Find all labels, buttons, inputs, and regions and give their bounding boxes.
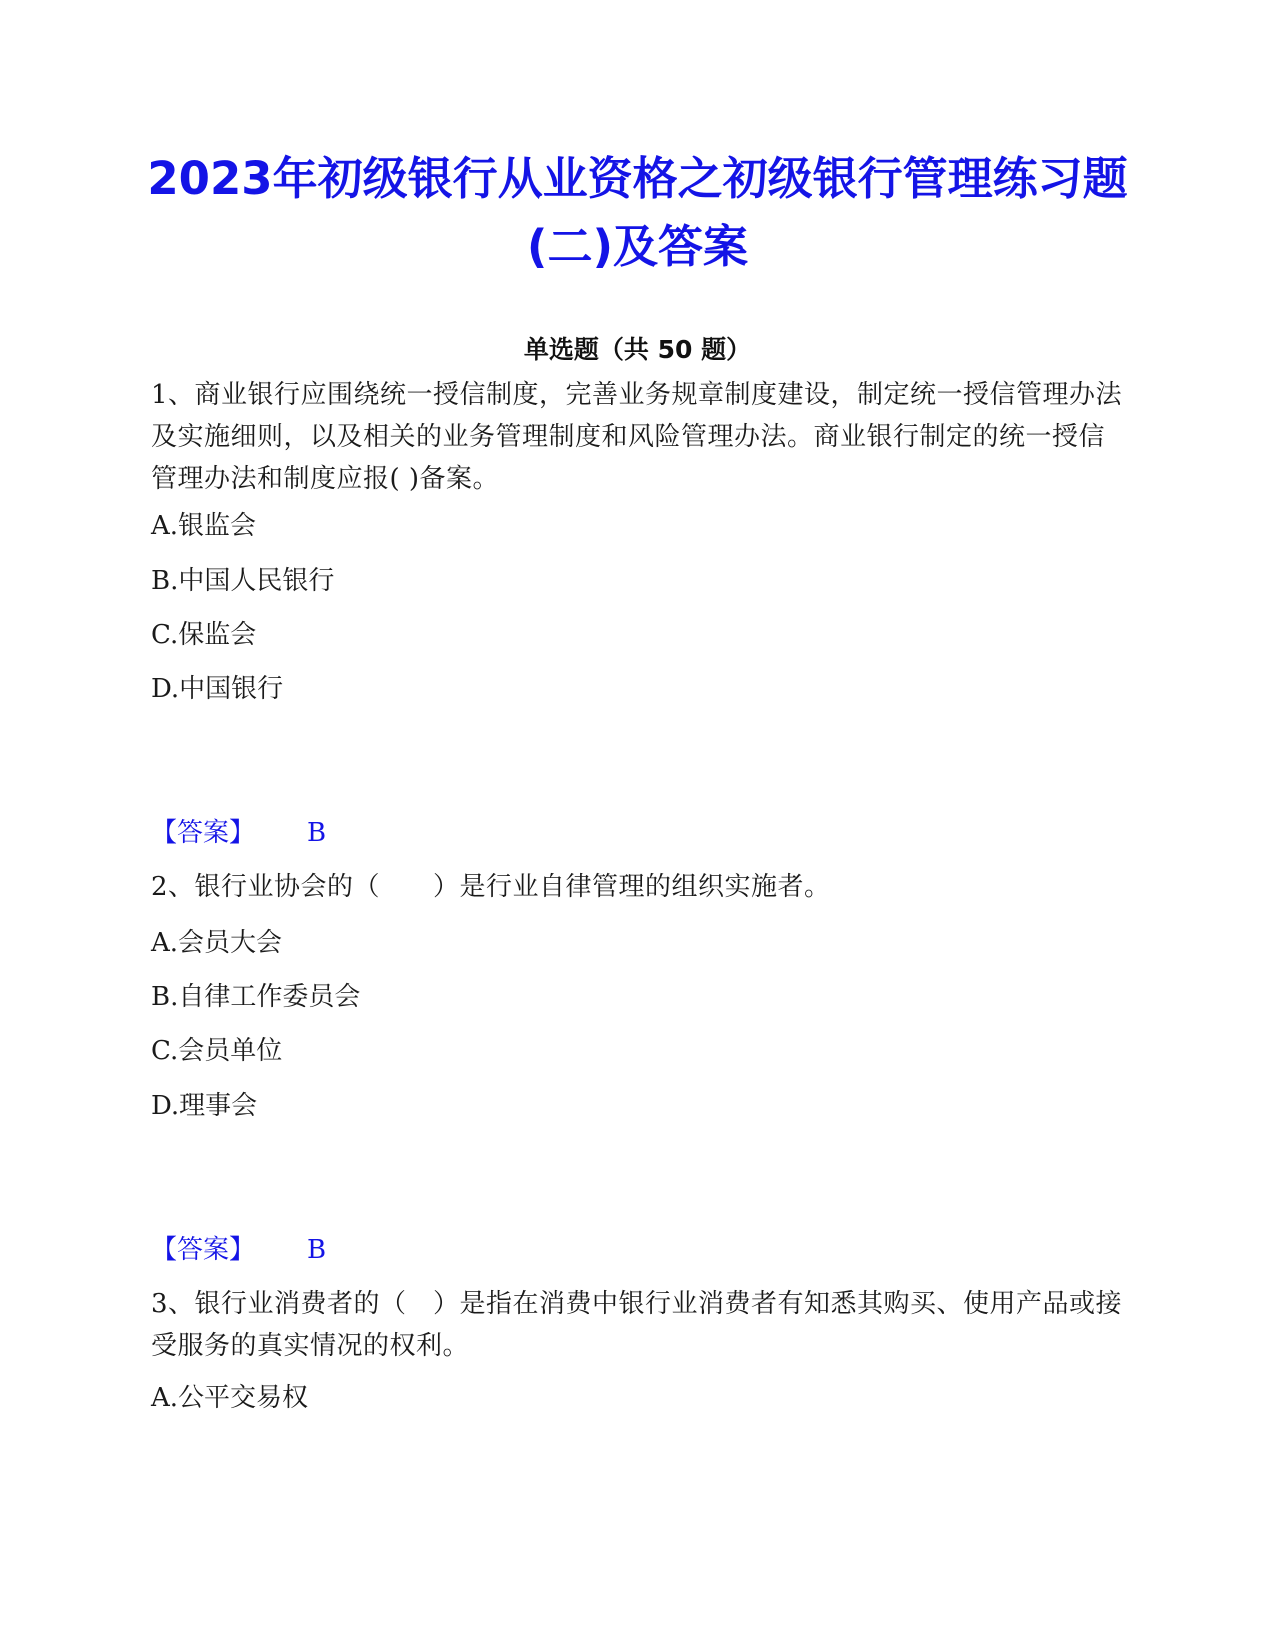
question-1-answer	[151, 816, 326, 850]
question-2-text: 2、银行业协会的（ ）是行业自律管理的组织实施者。	[151, 872, 831, 902]
question-1-option-c: C.保监会	[151, 620, 257, 650]
section-heading: 单选题（共 50 题）	[523, 335, 752, 364]
question-1-option-a: A.银监会	[151, 511, 257, 541]
question-1-answer-letter: B	[307, 818, 327, 848]
question-2-answer-letter: B	[307, 1235, 327, 1265]
question-3-option-a: A.公平交易权	[151, 1383, 309, 1413]
question-2-option-c: C.会员单位	[151, 1036, 283, 1066]
question-3-text: 3、银行业消费者的（ ）是指在消费中银行业消费者有知悉其购买、使用产品或接受服务的真实情况的权利。	[151, 1289, 1123, 1361]
question-1-option-d: D.中国银行	[151, 674, 284, 704]
question-2-option-d: D.理事会	[151, 1091, 258, 1121]
question-2-option-b: B.自律工作委员会	[151, 982, 361, 1012]
answer-label: 【答案】	[151, 818, 256, 848]
question-1-text: 1、商业银行应围绕统一授信制度，完善业务规章制度建设，制定统一授信管理办法及实施细则，以及相关的业务管理制度和风险管理办法。商业银行制定的统一授信管理办法和制度应报( )备案。	[151, 380, 1123, 494]
question-2-option-a: A.会员大会	[151, 928, 283, 958]
question-1-option-b: B.中国人民银行	[151, 566, 335, 596]
answer-label: 【答案】	[151, 1235, 256, 1265]
question-2-answer	[151, 1233, 326, 1267]
document-title: 2023年初级银行从业资格之初级银行管理练习题(二)及答案	[147, 152, 1128, 273]
